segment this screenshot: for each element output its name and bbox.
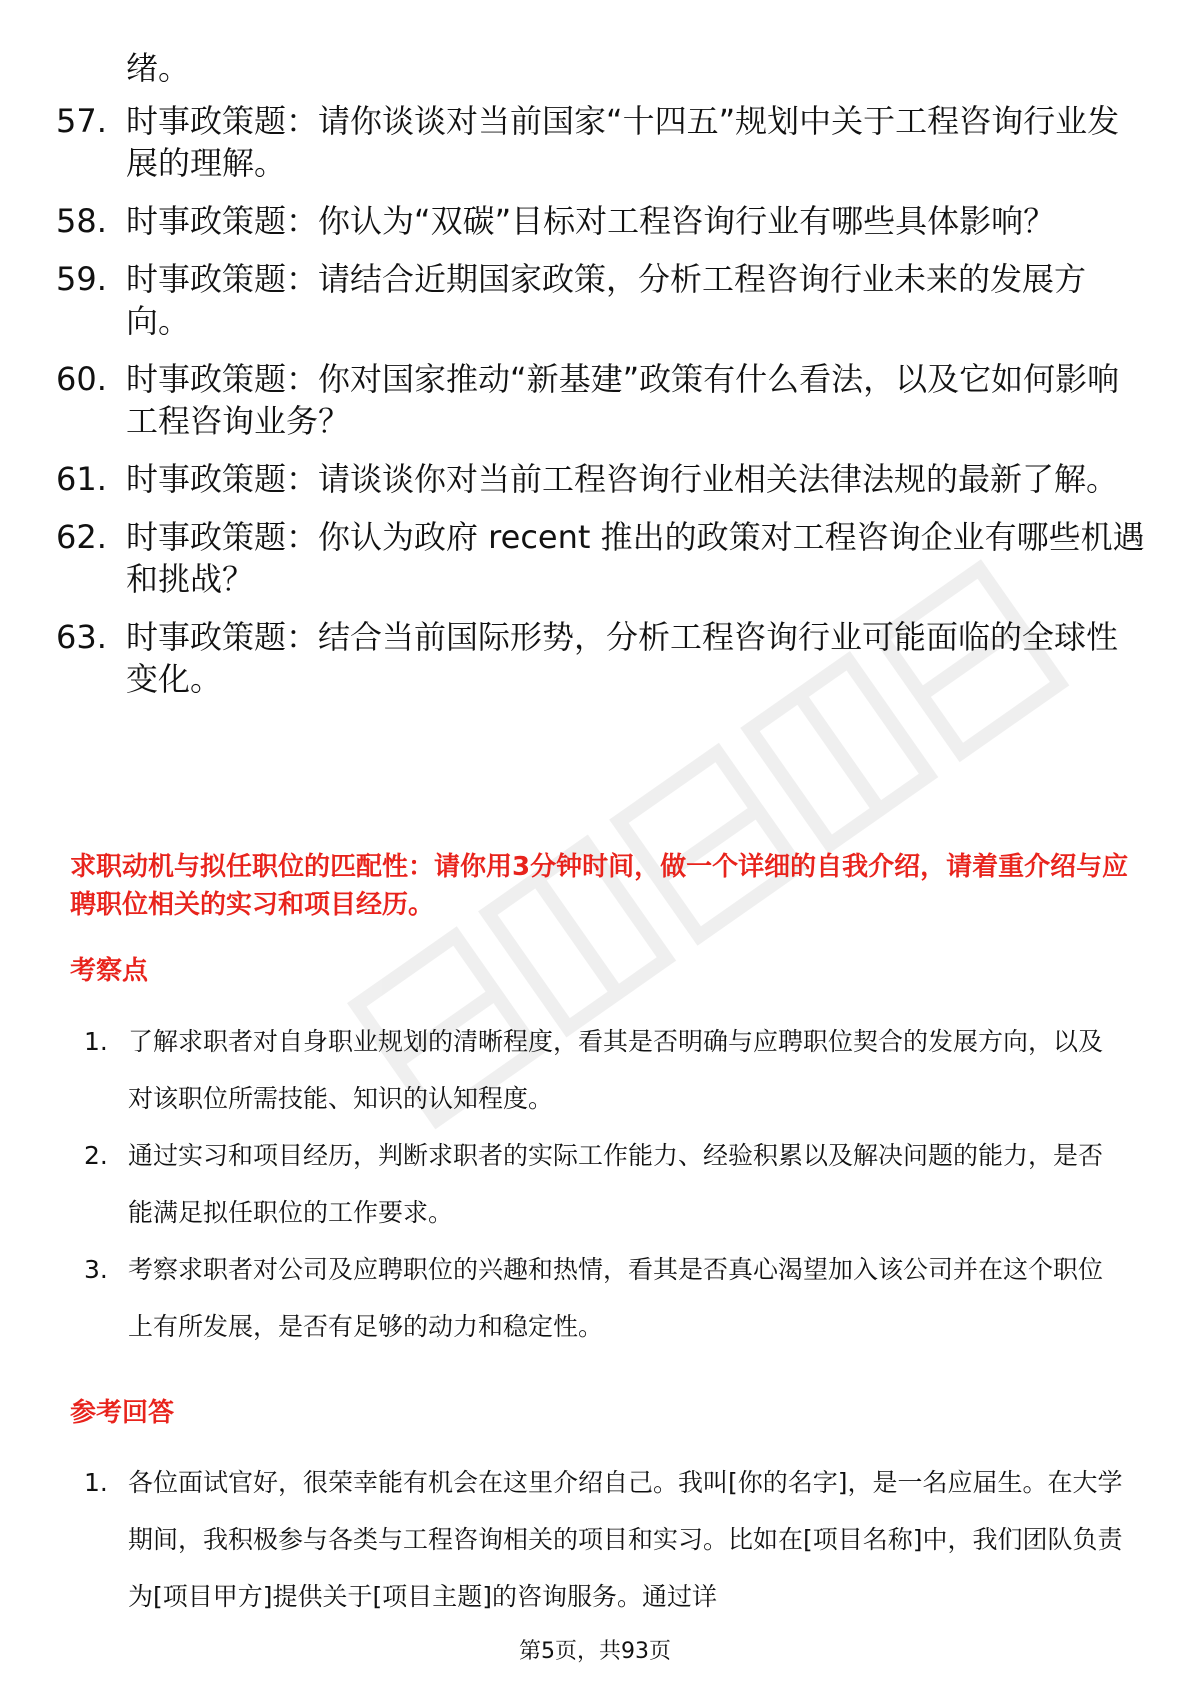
list-item bbox=[84, 1127, 1124, 1241]
question-text: 时事政策题：你认为政府 recent 推出的政策对工程咨询企业有哪些机遇和挑战？ bbox=[126, 518, 1145, 598]
answer-title: 参考回答 bbox=[70, 1398, 175, 1428]
list-item bbox=[56, 616, 1146, 700]
list-item bbox=[84, 1454, 1124, 1625]
question-text: 时事政策题：你对国家推动“新基建”政策有什么看法，以及它如何影响工程咨询业务？ bbox=[126, 360, 1120, 440]
list-item bbox=[84, 1241, 1124, 1355]
question-text: 时事政策题：请结合近期国家政策，分析工程咨询行业未来的发展方向。 bbox=[126, 260, 1087, 340]
item-number: 3. bbox=[84, 1255, 108, 1284]
item-text: 通过实习和项目经历，判断求职者的实际工作能力、经验积累以及解决问题的能力，是否能满足拟任职位的工作要求。 bbox=[128, 1141, 1104, 1227]
question-number: 57. bbox=[56, 102, 107, 140]
observation-title: 考察点 bbox=[70, 956, 149, 986]
page-number: 第5页，共93页 bbox=[519, 1639, 671, 1664]
question-text: 时事政策题：请谈谈你对当前工程咨询行业相关法律法规的最新了解。 bbox=[126, 460, 1119, 498]
question-number: 63. bbox=[56, 618, 107, 656]
question-text: 时事政策题：请你谈谈对当前国家“十四五”规划中关于工程咨询行业发展的理解。 bbox=[126, 102, 1120, 182]
item-number: 1. bbox=[84, 1027, 108, 1056]
item-number: 2. bbox=[84, 1141, 108, 1170]
list-item bbox=[56, 200, 1146, 242]
question-list bbox=[56, 46, 1146, 716]
question-continuation: 绪。 bbox=[126, 49, 191, 87]
question-number: 60. bbox=[56, 360, 107, 398]
list-item bbox=[56, 358, 1146, 442]
question-number: 61. bbox=[56, 460, 107, 498]
observation-list bbox=[84, 1013, 1124, 1355]
item-text: 各位面试官好，很荣幸能有机会在这里介绍自己。我叫[你的名字]，是一名应届生。在大学期间，我积极参与各类与工程咨询相关的项目和实习。比如在[项目名称]中，我们团队负责为[项目甲方]提供关于[项目主题]的咨询服务。通过详 bbox=[128, 1468, 1123, 1611]
question-number: 62. bbox=[56, 518, 107, 556]
question-text: 时事政策题：你认为“双碳”目标对工程咨询行业有哪些具体影响？ bbox=[126, 202, 1056, 240]
question-number: 58. bbox=[56, 202, 107, 240]
item-number: 1. bbox=[84, 1468, 108, 1497]
list-item bbox=[56, 258, 1146, 342]
list-item bbox=[84, 1013, 1124, 1127]
question-text: 时事政策题：结合当前国际形势，分析工程咨询行业可能面临的全球性变化。 bbox=[126, 618, 1119, 698]
section-heading: 求职动机与拟任职位的匹配性：请你用3分钟时间，做一个详细的自我介绍，请着重介绍与应聘职位相关的实习和项目经历。 bbox=[70, 852, 1129, 920]
list-item bbox=[56, 516, 1146, 600]
list-item bbox=[56, 100, 1146, 184]
question-number: 59. bbox=[56, 260, 107, 298]
item-text: 了解求职者对自身职业规划的清晰程度，看其是否明确与应聘职位契合的发展方向，以及对该职位所需技能、知识的认知程度。 bbox=[128, 1027, 1104, 1113]
answer-list bbox=[84, 1454, 1124, 1625]
list-item bbox=[56, 458, 1146, 500]
item-text: 考察求职者对公司及应聘职位的兴趣和热情，看其是否真心渴望加入该公司并在这个职位上有所发展，是否有足够的动力和稳定性。 bbox=[128, 1255, 1104, 1341]
